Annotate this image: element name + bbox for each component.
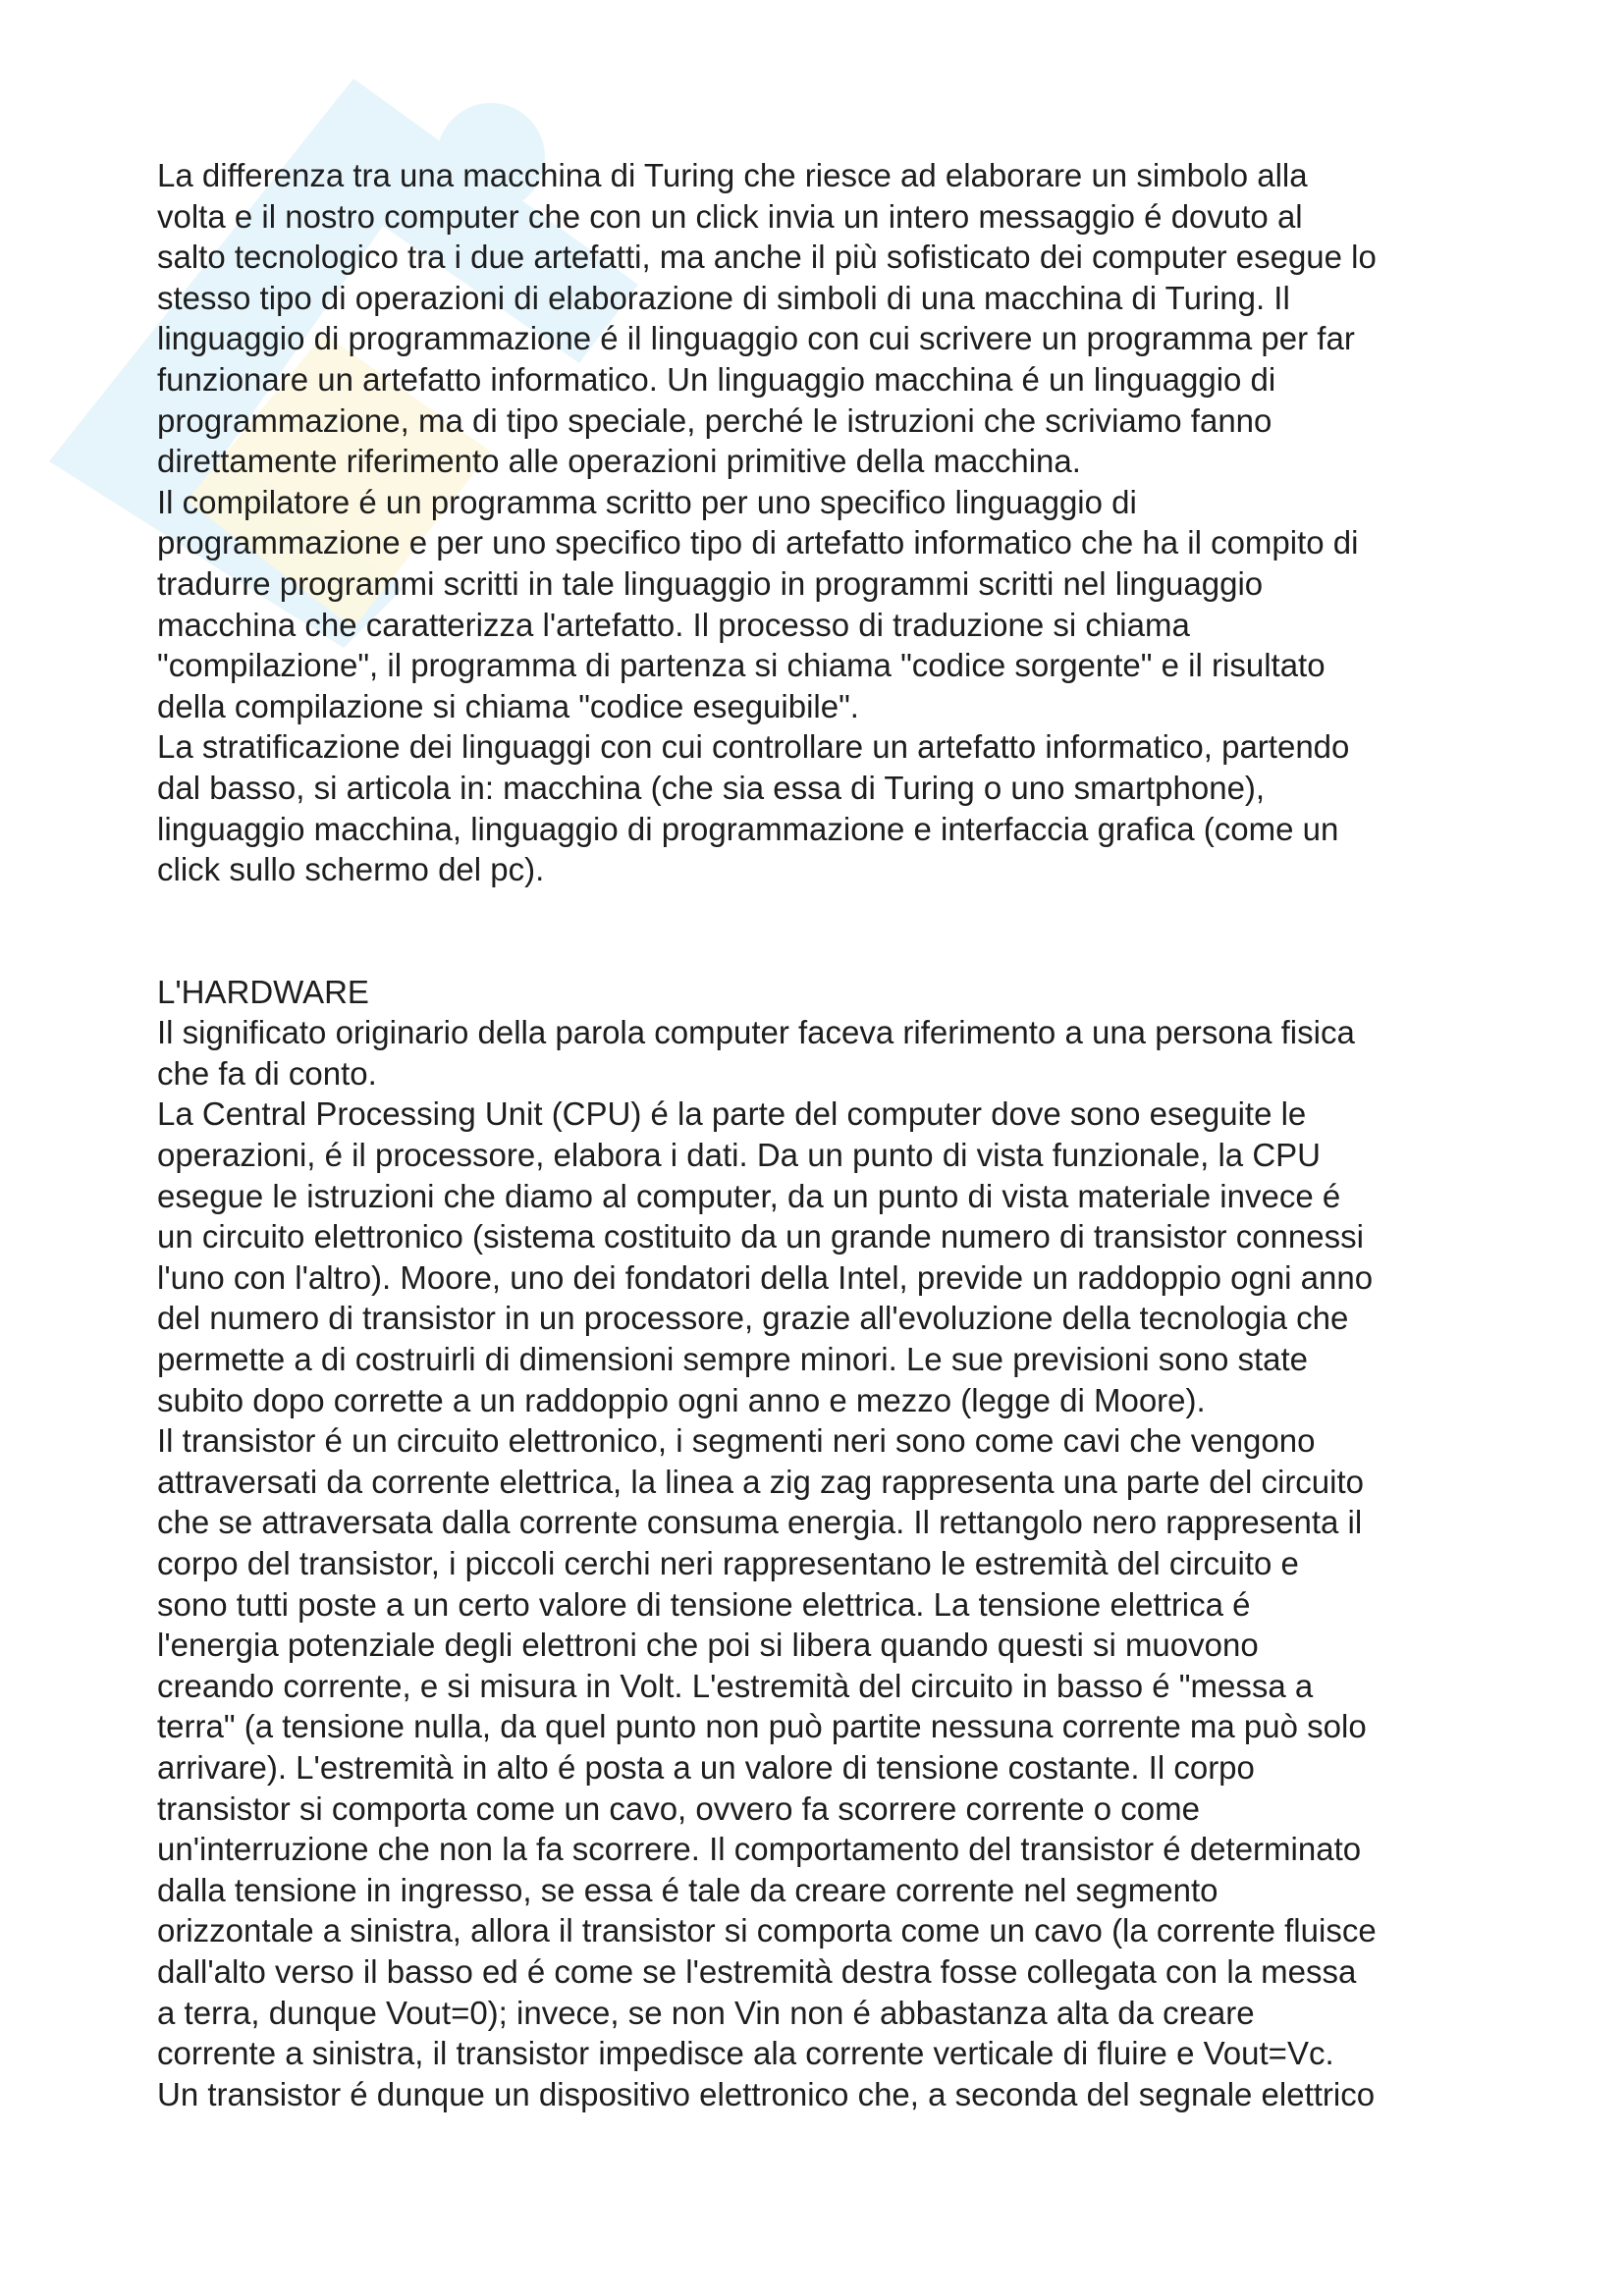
document-body bbox=[157, 155, 1492, 2114]
section-heading: L'HARDWARE bbox=[157, 973, 369, 1010]
paragraph: La Central Processing Unit (CPU) é la parte del computer dove sono eseguite le operazioni, é il processore, elabora i dati. Da un punto di vista funzionale, la CPU esegue le istruzioni che diamo al computer, da un punto di vista materiale invece é un circuito elettronico (sistema costituito da un grande numero di transistor connessi l'uno con l'altro). Moore, uno dei fondatori della Intel, previde un raddoppio ogni anno del numero di transistor in un processore, grazie all'evoluzione della tecnologia che permette a di costruirli di dimensioni sempre minori. Le sue previsioni sono state subito dopo corrette a un raddoppio ogni anno e mezzo (legge di Moore). bbox=[157, 1095, 1374, 1418]
paragraph: La stratificazione dei linguaggi con cui controllare un artefatto informatico, partendo dal basso, si articola in: macchina (che sia essa di Turing o uno smartphone), linguaggio macchina, linguaggio di programmazione e interfaccia grafica (come un click sullo schermo del pc). bbox=[157, 728, 1350, 888]
paragraph: Un transistor é dunque un dispositivo elettronico che, a seconda del segnale elettrico bbox=[157, 2075, 1376, 2112]
paragraph: Il transistor é un circuito elettronico, i segmenti neri sono come cavi che vengono attraversati da corrente elettrica, la linea a zig zag rappresenta una parte del circuito che se attraversata dalla corrente consuma energia. Il rettangolo nero rappresenta il corpo del transistor, i piccoli cerchi neri rappresentano le estremità del circuito e sono tutti poste a un certo valore di tensione elettrica. La tensione elettrica é l'energia potenziale degli elettroni che poi si libera quando questi si muovono creando corrente, e si misura in Volt. L'estremità del circuito in basso é "messa a terra" (a tensione nulla, da quel punto non può partite nessuna corrente ma può solo arrivare). L'estremità in alto é posta a un valore di tensione costante. Il corpo transistor si comporta come un cavo, ovvero fa scorrere corrente o come un'interruzione che non la fa scorrere. Il comportamento del transistor é determinato dalla tensione in ingresso, se essa é tale da creare corrente nel segmento orizzontale a sinistra, allora il transistor si comporta come un cavo (la corrente fluisce dall'alto verso il basso ed é come se l'estremità destra fosse collegata con la messa a terra, dunque Vout=0); invece, se non Vin non é abbastanza alta da creare corrente a sinistra, il transistor impedisce ala corrente verticale di fluire e Vout=Vc. bbox=[157, 1422, 1377, 2072]
paragraph: La differenza tra una macchina di Turing che riesce ad elaborare un simbolo alla volta e il nostro computer che con un click invia un intero messaggio é dovuto al salto tecnologico tra i due artefatti, ma anche il più sofisticato dei computer esegue lo stesso tipo di operazioni di elaborazione di simboli di una macchina di Turing. Il linguaggio di programmazione é il linguaggio con cui scrivere un programma per far funzionare un artefatto informatico. Un linguaggio macchina é un linguaggio di programmazione, ma di tipo speciale, perché le istruzioni che scriviamo fanno direttamente riferimento alle operazioni primitive della macchina. bbox=[157, 157, 1377, 480]
paragraph: Il compilatore é un programma scritto per uno specifico linguaggio di programmazione e per uno specifico tipo di artefatto informatico che ha il compito di tradurre programmi scritti in tale linguaggio in programmi scritti nel linguaggio macchina che caratterizza l'artefatto. Il processo di traduzione si chiama "compilazione", il programma di partenza si chiama "codice sorgente" e il risultato della compilazione si chiama "codice eseguibile". bbox=[157, 483, 1359, 724]
paragraph: Il significato originario della parola computer faceva riferimento a una persona fisica che fa di conto. bbox=[157, 1014, 1355, 1092]
section-spacer bbox=[157, 890, 1492, 972]
